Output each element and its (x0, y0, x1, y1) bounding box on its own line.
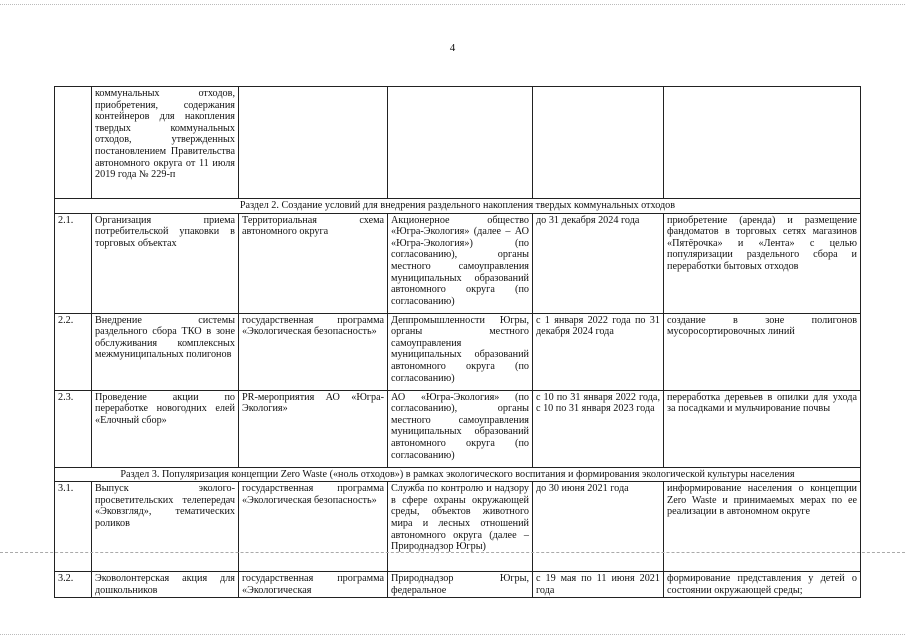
measure-cell: Организация приема потребительской упаковки в торговых объектах (92, 213, 239, 313)
section-header-row (55, 199, 861, 214)
executor-cell: АО «Югра-Экология» (по согласованию), органы местного самоуправления муниципальных образований автономного округа (по согласованию) (388, 390, 533, 467)
table-row (55, 213, 861, 313)
deadline-cell: с 10 по 31 января 2022 года, с 10 по 31 января 2023 года (533, 390, 664, 467)
deadline-cell: до 30 июня 2021 года (533, 482, 664, 572)
result-cell: информирование населения о концепции Zero Waste и принимаемых мерах по ее реализации в автономном округе (664, 482, 861, 572)
result-cell: создание в зоне полигонов мусоросортировочных линий (664, 313, 861, 390)
basis-cell: государственная программа «Экологическая безопасность» (239, 313, 388, 390)
measure-cell: коммунальных отходов, приобретения, содержания контейнеров для накопления твердых коммунальных отходов, утвержденных постановлением Правительства автономного округа от 11 июля 2019 года № 229-п (92, 87, 239, 199)
scan-fold-line (0, 552, 905, 553)
executor-cell (388, 87, 533, 199)
result-cell (664, 87, 861, 199)
section-title: Раздел 3. Популяризация концепции Zero Waste («ноль отходов») в рамках экологического воспитания и формирования экологической культуры населения (55, 467, 861, 482)
basis-cell: государственная программа «Экологическая (239, 572, 388, 598)
deadline-cell: с 19 мая по 11 июня 2021 года (533, 572, 664, 598)
section-header-row (55, 467, 861, 482)
row-number-cell: 2.2. (55, 313, 92, 390)
row-number-cell (55, 87, 92, 199)
deadline-cell: с 1 января 2022 года по 31 декабря 2024 года (533, 313, 664, 390)
page-number: 4 (449, 42, 456, 54)
executor-cell: Природнадзор Югры, федеральное (388, 572, 533, 598)
executor-cell: Служба по контролю и надзору в сфере охраны окружающей среды, объектов животного мира и лесных отношений автономного округа (далее – Природнадзор Югры) (388, 482, 533, 572)
table-row (55, 87, 861, 199)
table-row (55, 572, 861, 598)
table-row (55, 390, 861, 467)
result-cell: переработка деревьев в опилки для ухода за посадками и мульчирование почвы (664, 390, 861, 467)
table-row (55, 482, 861, 572)
row-number-cell: 3.2. (55, 572, 92, 598)
measures-table (54, 86, 861, 598)
measure-cell: Эковолонтерская акция для дошкольников (92, 572, 239, 598)
measure-cell: Внедрение системы раздельного сбора ТКО в зоне обслуживания комплексных межмуниципальных полигонов (92, 313, 239, 390)
result-cell: формирование представления у детей о состоянии окружающей среды; (664, 572, 861, 598)
row-number-cell: 2.1. (55, 213, 92, 313)
executor-cell: Акционерное общество «Югра-Экология» (далее – АО «Югра-Экология») (по согласованию), органы местного самоуправления муниципальных образований автономного округа (по согласованию) (388, 213, 533, 313)
deadline-cell: до 31 декабря 2024 года (533, 213, 664, 313)
basis-cell: PR-мероприятия АО «Югра-Экология» (239, 390, 388, 467)
row-number-cell: 2.3. (55, 390, 92, 467)
executor-cell: Деппромышленности Югры, органы местного самоуправления муниципальных образований автономного округа (по согласованию) (388, 313, 533, 390)
result-cell: приобретение (аренда) и размещение фандоматов в торговых сетях магазинов «Пятёрочка» и «Лента» с целью популяризации раздельного сбора и переработки бытовых отходов (664, 213, 861, 313)
basis-cell (239, 87, 388, 199)
measure-cell: Проведение акции по переработке новогодних елей «Елочный сбор» (92, 390, 239, 467)
deadline-cell (533, 87, 664, 199)
measure-cell: Выпуск эколого-просветительских телепередач «Эковзгляд», тематических роликов (92, 482, 239, 572)
scan-edge-bottom (0, 634, 905, 635)
scan-edge-top (0, 4, 905, 5)
section-title: Раздел 2. Создание условий для внедрения раздельного накопления твердых коммунальных отходов (55, 199, 861, 214)
basis-cell: государственная программа «Экологическая безопасность» (239, 482, 388, 572)
basis-cell: Территориальная схема автономного округа (239, 213, 388, 313)
row-number-cell: 3.1. (55, 482, 92, 572)
table-row (55, 313, 861, 390)
